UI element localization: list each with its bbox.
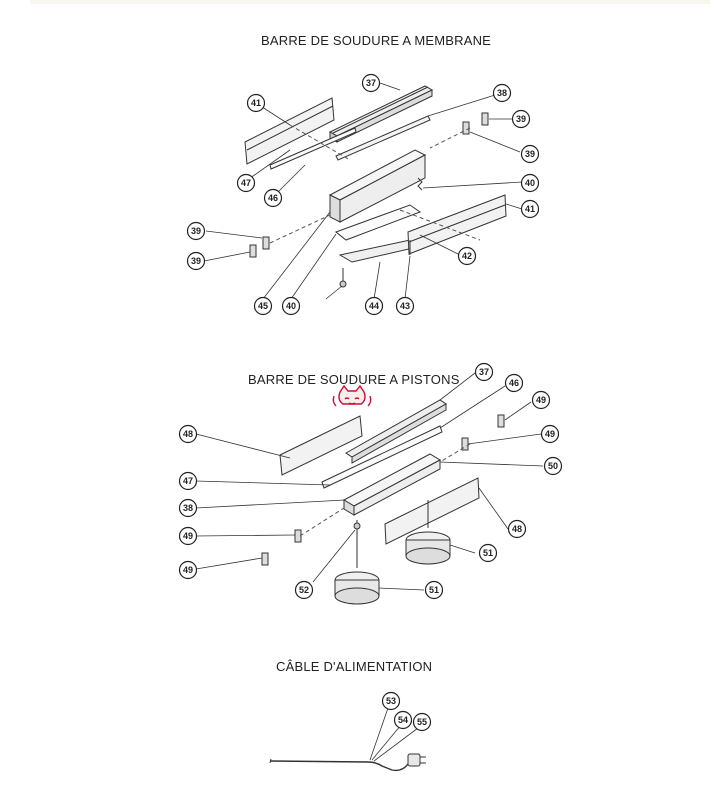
- callout-label: 41: [250, 98, 262, 109]
- membrane-assembly: [204, 83, 522, 299]
- callout-cable-55: [414, 714, 431, 731]
- callout-membrane-37: [363, 75, 380, 92]
- callout-label: 40: [524, 178, 536, 189]
- callout-label: 54: [397, 715, 409, 726]
- piston-assembly: [196, 373, 543, 604]
- callout-label: 47: [240, 178, 252, 189]
- callout-label: 42: [461, 251, 473, 262]
- callout-label: 50: [547, 461, 559, 472]
- callout-label: 39: [515, 114, 527, 125]
- section-title-pistons: BARRE DE SOUDURE A PISTONS: [248, 372, 460, 387]
- callout-label: 51: [482, 548, 494, 559]
- callout-label: 55: [416, 717, 428, 728]
- callout-pistons-51: [426, 582, 443, 599]
- callout-membrane-38: [494, 85, 511, 102]
- callout-label: 46: [508, 378, 520, 389]
- callout-pistons-49: [180, 562, 197, 579]
- callout-pistons-48: [509, 521, 526, 538]
- callout-membrane-39: [513, 111, 530, 128]
- part-52-washer: [354, 523, 360, 529]
- callout-pistons-48: [180, 426, 197, 443]
- section-title-cable: CÂBLE D'ALIMENTATION: [276, 659, 433, 674]
- callout-label: 37: [365, 78, 377, 89]
- section-title-membrane: BARRE DE SOUDURE A MEMBRANE: [261, 33, 492, 48]
- callout-label: 38: [496, 88, 508, 99]
- callout-membrane-40: [522, 175, 539, 192]
- callout-pistons-37: [476, 364, 493, 381]
- callout-cable-53: [383, 693, 400, 710]
- plug-icon: [408, 754, 426, 766]
- callout-label: 41: [524, 204, 536, 215]
- callout-membrane-44: [366, 298, 383, 315]
- callout-membrane-47: [238, 175, 255, 192]
- callout-label: 47: [182, 476, 194, 487]
- callout-membrane-40: [283, 298, 300, 315]
- callout-cable-54: [395, 712, 412, 729]
- callout-membrane-41: [248, 95, 265, 112]
- callout-label: 53: [385, 696, 397, 707]
- callout-label: 39: [190, 256, 202, 267]
- callout-label: 51: [428, 585, 440, 596]
- callout-label: 40: [285, 301, 297, 312]
- callout-label: 48: [182, 429, 194, 440]
- callout-pistons-38: [180, 500, 197, 517]
- part-48-left-plate: [280, 416, 362, 475]
- callout-pistons-51: [480, 545, 497, 562]
- callout-pistons-49: [533, 392, 550, 409]
- callout-label: 49: [182, 565, 194, 576]
- callout-pistons-50: [545, 458, 562, 475]
- callout-pistons-52: [296, 582, 313, 599]
- part-51-motor-left: [335, 520, 379, 604]
- callout-pistons-49: [542, 426, 559, 443]
- callout-label: 37: [478, 367, 490, 378]
- callout-pistons-47: [180, 473, 197, 490]
- callout-label: 39: [524, 149, 536, 160]
- callout-pistons-49: [180, 528, 197, 545]
- callout-label: 48: [511, 524, 523, 535]
- callout-label: 38: [182, 503, 194, 514]
- callout-membrane-39: [522, 146, 539, 163]
- cat-logo-icon: [333, 386, 370, 406]
- callout-membrane-39: [188, 223, 205, 240]
- callout-membrane-41: [522, 201, 539, 218]
- callout-membrane-45: [255, 298, 272, 315]
- callout-label: 49: [544, 429, 556, 440]
- part-41-right-plate: [408, 195, 506, 254]
- callout-membrane-39: [188, 253, 205, 270]
- callout-label: 49: [182, 531, 194, 542]
- callout-label: 49: [535, 395, 547, 406]
- callout-membrane-42: [459, 248, 476, 265]
- callout-pistons-46: [506, 375, 523, 392]
- callout-label: 46: [267, 193, 279, 204]
- callout-membrane-43: [397, 298, 414, 315]
- callout-label: 43: [399, 301, 411, 312]
- callout-label: 45: [257, 301, 269, 312]
- callout-label: 52: [298, 585, 310, 596]
- callout-label: 39: [190, 226, 202, 237]
- callout-membrane-46: [265, 190, 282, 207]
- callout-label: 44: [368, 301, 380, 312]
